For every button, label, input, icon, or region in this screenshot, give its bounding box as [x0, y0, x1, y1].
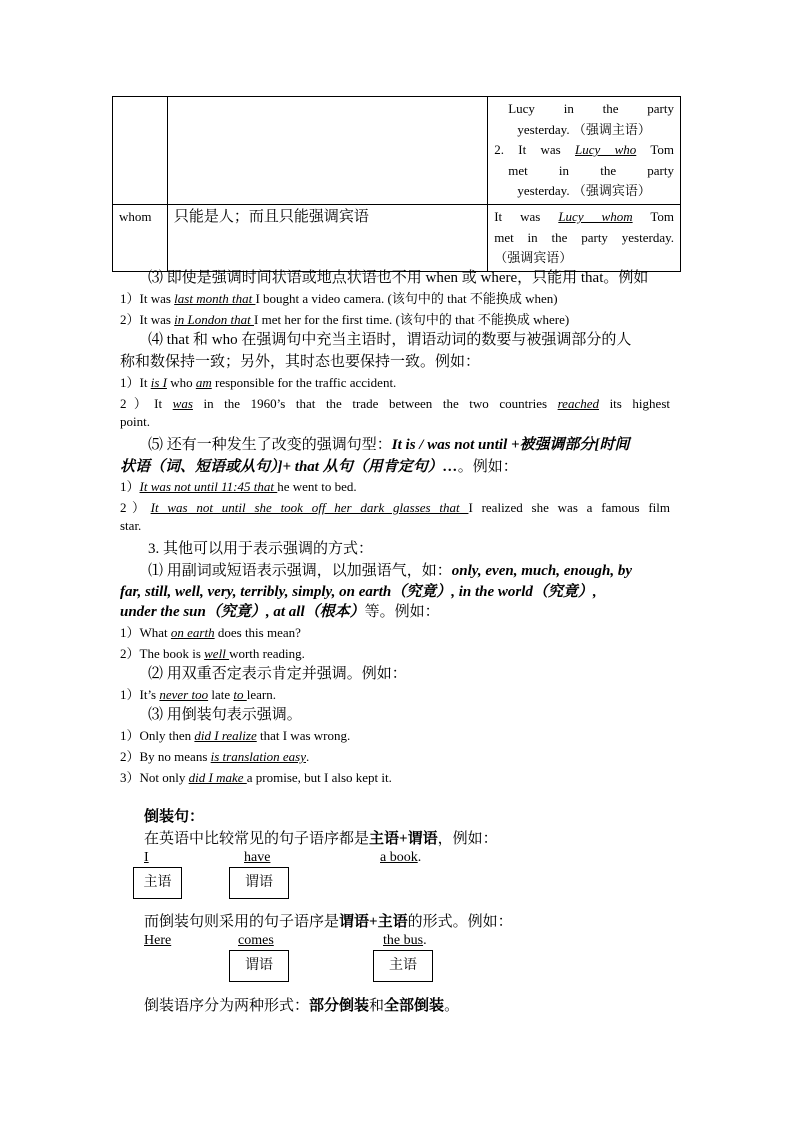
underlined-text: Lucy whom	[558, 208, 633, 224]
cell-text: Lucy in the party	[508, 101, 674, 116]
example-line: 2）By no means is translation easy.	[120, 749, 310, 764]
table-cell	[488, 204, 681, 271]
example-line: 1）Only then did I realize that I was wrong.	[120, 728, 351, 743]
section-3-title: ⑶ 即使是强调时间状语或地点状语也不用 when 或 where，只能用 that。例如	[148, 270, 649, 286]
example-line: 2）It was in the 1960’s that the trade between the two countries reached its highest	[120, 396, 670, 411]
example-line: star.	[120, 518, 142, 533]
section-other-title: 3. 其他可以用于表示强调的方式：	[148, 541, 374, 557]
section-5-title-cont: 状语（词、短语或从句）]+ that 从句（用肯定句）…。例如：	[120, 459, 518, 475]
paragraph: ⑶ 用倒装句表示强调。	[148, 707, 302, 723]
paragraph: ⑵ 用双重否定表示肯定并强调。例如：	[148, 666, 407, 682]
underlined-text: is I	[150, 375, 167, 390]
subject-box: 主语	[133, 867, 182, 899]
example-line: 1）What on earth does this mean?	[120, 625, 301, 640]
cell-text: yesterday. （强调主语）	[517, 121, 651, 137]
example-word: I	[144, 850, 149, 865]
example-word: the bus.	[383, 933, 427, 948]
example-line: 3）Not only did I make a promise, but I also kept it.	[120, 770, 392, 785]
underlined-text: last month that	[174, 291, 256, 306]
underlined-text: It was not until she took off her dark glasses that	[150, 500, 469, 515]
example-line: 2）The book is well worth reading.	[120, 646, 305, 661]
underlined-text: well	[204, 646, 230, 661]
example-line: 1）It’s never too late to learn.	[120, 687, 276, 702]
cell-text: （强调宾语）	[494, 250, 573, 266]
paragraph: under the sun（究竟）, at all（根本）等。例如：	[120, 604, 440, 620]
underlined-text: to	[233, 687, 247, 702]
cell-text: yesterday. （强调宾语）	[517, 183, 651, 199]
cell-text: 2. It was Lucy who Tom	[494, 142, 674, 158]
paragraph: ⑴ 用副词或短语表示强调，以加强语气，如：only, even, much, enough, by	[148, 563, 633, 579]
subject-box: 主语	[373, 950, 433, 982]
example-line: 2）It was not until she took off her dark glasses that I realized she was a famous film	[120, 500, 670, 515]
underlined-text: is translation easy	[210, 749, 306, 764]
cell-text: It was Lucy whom Tom	[494, 208, 674, 224]
paragraph: far, still, well, very, terribly, simply, on earth（究竟）, in the world（究竟）,	[120, 584, 597, 600]
underlined-text: did I realize	[194, 728, 257, 743]
table-cell	[167, 97, 487, 205]
example-word: a book.	[380, 850, 422, 865]
underlined-text: was	[172, 396, 193, 411]
example-line: 2）It was in London that I met her for the first time. (该句中的 that 不能换成 where)	[120, 312, 570, 327]
table-row	[113, 204, 681, 271]
underlined-text: am	[195, 375, 212, 390]
inversion-heading: 倒装句：	[144, 809, 205, 825]
example-word: have	[244, 850, 271, 865]
underlined-text: on earth	[170, 625, 215, 640]
comparison-table	[112, 96, 681, 272]
underlined-text: reached	[557, 396, 599, 411]
paragraph: 倒装语序分为两种形式：部分倒装和全部倒装。	[144, 998, 460, 1014]
paragraph: 而倒装句则采用的句子语序是谓语+主语的形式。例如：	[144, 914, 513, 930]
example-word: Here	[144, 933, 172, 948]
example-line: 1）It was last month that I bought a video camera. (该句中的 that 不能换成 when)	[120, 291, 558, 306]
underlined-text: in London that	[174, 312, 254, 327]
predicate-box: 谓语	[229, 950, 289, 982]
underlined-text: never too	[159, 687, 209, 702]
section-4-title-cont: 称和数保持一致；另外，其时态也要保持一致。例如：	[120, 354, 481, 370]
section-4-title: ⑷ that 和 who 在强调句中充当主语时，谓语动词的数要与被强调部分的人	[148, 332, 632, 348]
table-cell	[113, 97, 168, 205]
paragraph: 在英语中比较常见的句子语序都是主语+谓语，例如：	[144, 831, 498, 847]
example-line: 1）It is I who am responsible for the traffic accident.	[120, 375, 397, 390]
table-cell: 只能是人；而且只能强调宾语	[167, 204, 487, 271]
predicate-box: 谓语	[229, 867, 289, 899]
table-row	[113, 97, 681, 205]
table-cell: whom	[113, 204, 168, 271]
underlined-text: It was not until 11:45 that	[139, 479, 278, 494]
example-line: 1）It was not until 11:45 that he went to bed.	[120, 479, 357, 494]
table-cell	[488, 97, 681, 205]
section-5-title: ⑸ 还有一种发生了改变的强调句型：It is / was not until +被强调部分[时间	[148, 437, 630, 453]
example-line: point.	[120, 414, 150, 429]
underlined-text: did I make	[188, 770, 247, 785]
cell-text: met in the party	[508, 162, 674, 178]
underlined-text: Lucy who	[575, 142, 637, 158]
cell-text: met in the party yesterday.	[494, 229, 674, 245]
example-word: comes	[238, 933, 274, 948]
